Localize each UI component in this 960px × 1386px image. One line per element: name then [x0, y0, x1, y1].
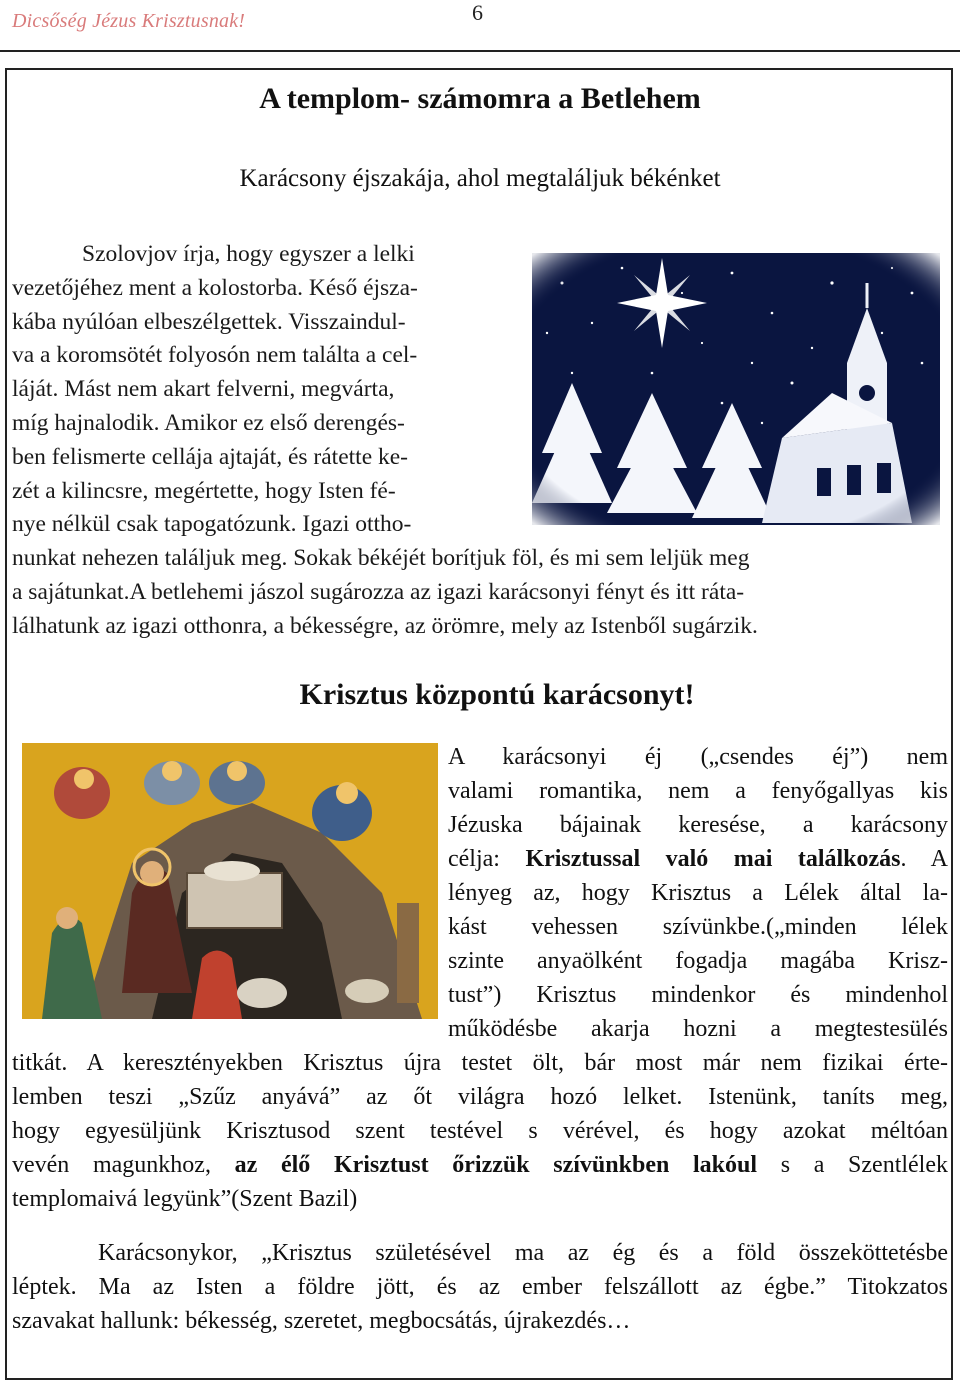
article-subtitle: Karácsony éjszakája, ahol megtaláljuk békénket: [239, 165, 721, 192]
text-line: míg hajnalodik. Amikor ez első derengés-: [12, 409, 405, 436]
text-line: lemben teszi „Szűz anyává” az őt világra hozó lelket. Istenünk, taníts meg,: [12, 1084, 948, 1110]
text-line: Jézuska bájainak keresése, a karácsony: [448, 812, 948, 838]
text-run: célja:: [448, 846, 526, 872]
text-line: hogy egyesüljünk Krisztusod szent testével s vérével, és hogy azokat méltóan: [12, 1118, 948, 1144]
section-title: Krisztus központú karácsonyt!: [299, 678, 695, 711]
text-line: tust”) Krisztus mindenkor és mindenhol: [448, 982, 948, 1008]
text-line: lálhatunk az igazi otthonra, a békességre, az örömre, mely az Istenből sugárzik.: [12, 612, 758, 639]
text-line: kást vehessen szívünkbe.(„minden lélek: [448, 914, 948, 940]
text-line: vezetőjéhez ment a kolostorba. Késő éjsza-: [12, 274, 418, 301]
text-line: A karácsonyi éj („csendes éj”) nem: [448, 744, 948, 770]
header-brand: Dicsőség Jézus Krisztusnak!: [12, 10, 246, 32]
article-paragraph-1: [12, 238, 950, 644]
emphasis-text: az élő Krisztust őrizzük szívünkben lakóul: [234, 1152, 758, 1178]
text-line: a sajátunkat.A betlehemi jászol sugározza az igazi karácsonyi fényt és itt ráta-: [12, 578, 745, 605]
header-divider: [0, 50, 960, 52]
text-line: [12, 1148, 948, 1182]
text-line: va a koromsötét folyosón nem találta a cel-: [12, 342, 418, 369]
emphasis-text: Krisztussal való mai találkozás: [525, 846, 901, 872]
text-line: Szolovjov írja, hogy egyszer a lelki: [82, 241, 415, 267]
article-title: A templom- számomra a Betlehem: [259, 82, 701, 115]
text-line: [12, 842, 948, 876]
page-number: 6: [472, 0, 483, 25]
text-run: . A: [900, 846, 948, 872]
article-paragraph-3: [12, 1236, 948, 1338]
text-line: valami romantika, nem a fenyőgallyas kis: [448, 778, 948, 804]
text-run: vevén magunkhoz,: [12, 1152, 235, 1178]
text-line: ben felismerte cellája ajtaját, és rátette ke-: [12, 443, 409, 470]
text-line: nye nélkül csak tapogatózunk. Igazi ottho-: [12, 511, 412, 538]
text-line: szavakat hallunk: békesség, szeretet, megbocsátás, újrakezdés…: [12, 1308, 631, 1334]
text-line: léptek. Ma az Isten a földre jött, és az ember felszállott az égbe.” Titokzatos: [12, 1274, 948, 1300]
text-line: titkát. A keresztényekben Krisztus újra testet ölt, bár most már nem fizikai érte-: [12, 1050, 948, 1076]
text-line: lényeg az, hogy Krisztus a Lélek által la-: [448, 880, 948, 906]
text-line: Karácsonykor, „Krisztus születésével ma az ég és a föld összeköttetésbe: [98, 1240, 948, 1266]
text-line: nunkat nehezen találjuk meg. Sokak békéjét borítjuk föl, és mi sem leljük meg: [12, 545, 750, 572]
text-line: működésbe akarja hozni a megtestesülés: [448, 1016, 948, 1042]
text-line: kába nyúlóan elbeszélgettek. Visszaindul-: [12, 308, 406, 335]
text-line: templomaivá legyünk”(Szent Bazil): [12, 1186, 358, 1212]
text-line: zét a kilincsre, megértette, hogy Isten fé-: [12, 477, 396, 504]
article-paragraph-2: [12, 740, 948, 1216]
text-line: láját. Mást nem akart felverni, megvárta,: [12, 376, 395, 403]
text-line: szinte anyaölként fogadja magába Krisz-: [448, 948, 948, 974]
text-run: s a Szentlélek: [757, 1152, 949, 1178]
